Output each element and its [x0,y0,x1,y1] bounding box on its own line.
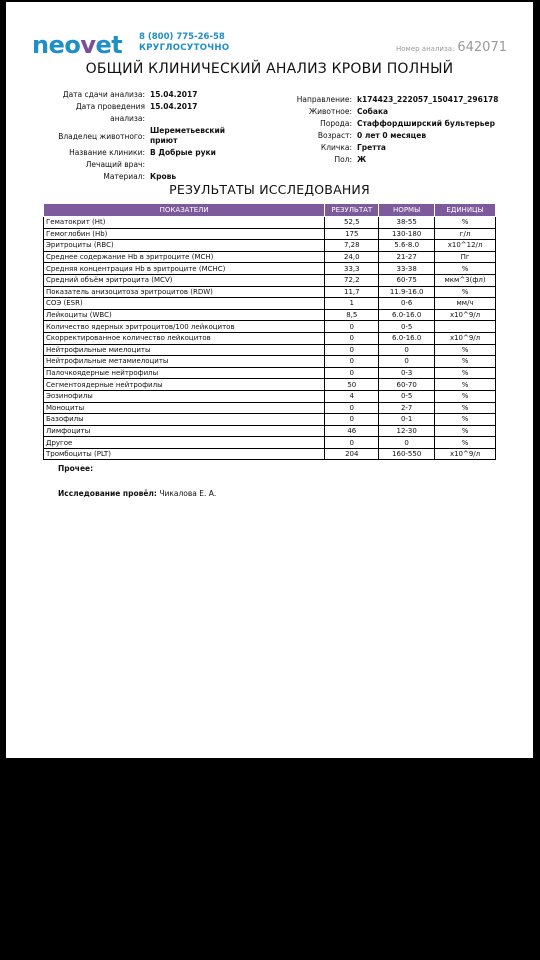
info-label: Животное: [309,107,352,116]
cell-indicator: Гемоглобин (Hb) [44,228,325,240]
cell-indicator: Сегментоядерные нейтрофилы [44,379,325,391]
cell-norm: 160-550 [379,448,435,460]
cell-unit: % [435,425,496,437]
cell-norm: 60-70 [379,379,435,391]
cell-norm: 21-27 [379,251,435,263]
cell-indicator: Количество ядерных эритроцитов/100 лейкоцитов [44,321,325,333]
table-row [44,274,496,286]
cell-norm: 130-180 [379,228,435,240]
info-value: Стаффордширский бультерьер [357,119,495,128]
info-row-age [296,130,498,142]
info-label: Дата проведения анализа: [75,102,145,123]
cell-indicator: СОЭ (ESR) [44,298,325,310]
cell-unit: % [435,390,496,402]
table-row [44,228,496,240]
cell-indicator: Моноциты [44,402,325,414]
cell-unit: % [435,356,496,368]
info-row-submit-date [42,89,250,101]
right-info-block [296,94,498,166]
table-row [44,286,496,298]
cell-indicator: Гематокрит (Ht) [44,217,325,229]
info-value: В Добрые руки [150,148,216,157]
cell-norm: 6.0-16.0 [379,332,435,344]
table-row [44,309,496,321]
cell-indicator: Среднее содержание Hb в эритроците (MCH) [44,251,325,263]
info-row-analysis-date [42,101,250,125]
cell-indicator: Показатель анизоцитоза эритроцитов (RDW) [44,286,325,298]
cell-indicator: Лимфоциты [44,425,325,437]
info-label: Направление: [296,95,352,104]
cell-unit: % [435,263,496,275]
analysis-number-label: Номер анализа: [396,45,455,53]
info-row-doctor [42,159,250,171]
info-label: Материал: [103,172,145,181]
cell-unit: х10^9/л [435,309,496,321]
cell-indicator: Средняя концентрация Hb в эритроците (MCHC) [44,263,325,275]
info-label: Кличка: [320,143,352,152]
cell-result: 0 [325,437,379,449]
cell-result: 0 [325,332,379,344]
info-label: Дата сдачи анализа: [62,90,145,99]
cell-unit: % [435,344,496,356]
info-value: Собака [357,107,389,116]
column-header-result: РЕЗУЛЬТАТ [325,204,379,217]
column-header-units: ЕДИНИЦЫ [435,204,496,217]
cell-result: 1 [325,298,379,310]
cell-norm: 0 [379,344,435,356]
cell-unit: % [435,286,496,298]
info-value: Кровь [150,172,177,181]
cell-result: 24,0 [325,251,379,263]
cell-unit: мм/ч [435,298,496,310]
info-row-animal [296,106,498,118]
phone-number: 8 (800) 775-26-58 [139,32,225,42]
info-row-sex [296,154,498,166]
info-label: Возраст: [317,131,352,140]
cell-norm: 5.6-8.0 [379,240,435,252]
left-info-block [42,89,250,183]
cell-unit: х10^9/л [435,332,496,344]
table-row [44,437,496,449]
table-row [44,402,496,414]
cell-unit: мкм^3(фл) [435,274,496,286]
info-value: 15.04.2017 [150,102,198,111]
results-table [43,203,496,460]
info-label: Порода: [320,119,352,128]
table-row [44,367,496,379]
cell-unit: % [435,402,496,414]
cell-norm: 60-75 [379,274,435,286]
cell-result: 72,2 [325,274,379,286]
cell-result: 46 [325,425,379,437]
cell-unit [435,321,496,333]
cell-norm: 6.0-16.0 [379,309,435,321]
info-row-clinic [42,147,250,159]
cell-unit: Пг [435,251,496,263]
cell-result: 0 [325,367,379,379]
cell-norm: 0 [379,356,435,368]
table-row [44,390,496,402]
cell-result: 204 [325,448,379,460]
cell-norm: 0-5 [379,321,435,333]
neovet-logo: neovet [32,31,123,59]
table-row [44,356,496,368]
table-header-row [44,204,496,217]
cell-unit: % [435,217,496,229]
results-table-body [44,217,496,460]
cell-indicator: Базофилы [44,414,325,426]
cell-unit: х10^9/л [435,448,496,460]
column-header-norms: НОРМЫ [379,204,435,217]
table-row [44,332,496,344]
info-value: k174423_222057_150417_296178 [357,95,499,104]
cell-norm: 0 [379,437,435,449]
cell-norm: 12-30 [379,425,435,437]
info-label: Владелец животного: [58,132,145,141]
cell-norm: 0-1 [379,414,435,426]
other-label: Прочее: [58,464,94,473]
cell-result: 0 [325,356,379,368]
cell-norm: 33-38 [379,263,435,275]
other-notes [58,464,93,473]
info-row-referral [296,94,498,106]
cell-result: 52,5 [325,217,379,229]
analysis-number-block [396,36,507,55]
cell-norm: 38-55 [379,217,435,229]
cell-norm: 2-7 [379,402,435,414]
cell-indicator: Нейтрофильные метамиелоциты [44,356,325,368]
table-row [44,251,496,263]
cell-indicator: Лейкоциты (WBC) [44,309,325,321]
table-row [44,379,496,391]
cell-result: 7,28 [325,240,379,252]
cell-indicator: Нейтрофильные миелоциты [44,344,325,356]
table-row [44,263,496,275]
around-clock-label: КРУГЛОСУТОЧНО [139,43,230,53]
contact-block [139,32,229,53]
cell-unit: г/л [435,228,496,240]
cell-unit: % [435,414,496,426]
column-header-indicator: ПОКАЗАТЕЛИ [44,204,325,217]
cell-norm: 0-6 [379,298,435,310]
cell-result: 50 [325,379,379,391]
cell-unit: % [435,379,496,391]
table-row [44,448,496,460]
table-row [44,321,496,333]
cell-unit: % [435,367,496,379]
info-value: Ж [357,155,367,164]
table-row [44,414,496,426]
cell-norm: 0-5 [379,390,435,402]
performed-by-name: Чикалова Е. А. [159,489,217,498]
info-row-name [296,142,498,154]
info-row-owner [42,125,250,147]
cell-unit: х10^12/л [435,240,496,252]
info-row-breed [296,118,498,130]
info-value: Шереметьевский приют [150,126,225,145]
table-row [44,298,496,310]
table-row [44,425,496,437]
info-value: Гретта [357,143,386,152]
cell-result: 0 [325,321,379,333]
cell-result: 175 [325,228,379,240]
results-heading: РЕЗУЛЬТАТЫ ИССЛЕДОВАНИЯ [169,182,370,197]
cell-norm: 0-3 [379,367,435,379]
cell-indicator: Тромбоциты (PLT) [44,448,325,460]
cell-norm: 11.9-16.0 [379,286,435,298]
performed-by-label: Исследование провёл: [58,489,157,498]
info-label: Пол: [334,155,352,164]
info-label: Название клиники: [69,148,145,157]
cell-result: 33,3 [325,263,379,275]
cell-indicator: Скорректированное количество лейкоцитов [44,332,325,344]
performed-by-line [58,489,216,498]
table-row [44,344,496,356]
cell-indicator: Эозинофилы [44,390,325,402]
info-value [150,159,250,160]
cell-indicator: Эритроциты (RBC) [44,240,325,252]
cell-result: 11,7 [325,286,379,298]
info-label: Лечащий врач: [85,160,145,169]
cell-result: 8,5 [325,309,379,321]
table-row [44,217,496,229]
cell-result: 0 [325,344,379,356]
analysis-number: 642071 [457,40,507,55]
cell-unit: % [435,437,496,449]
cell-indicator: Палочкоядерные нейтрофилы [44,367,325,379]
info-value: 0 лет 0 месяцев [357,131,427,140]
document-title: ОБЩИЙ КЛИНИЧЕСКИЙ АНАЛИЗ КРОВИ ПОЛНЫЙ [85,61,454,77]
cell-indicator: Средний объём эритроцита (MCV) [44,274,325,286]
cell-result: 4 [325,390,379,402]
cell-result: 0 [325,402,379,414]
cell-result: 0 [325,414,379,426]
document-page [6,2,533,758]
cell-indicator: Другое [44,437,325,449]
table-row [44,240,496,252]
info-value: 15.04.2017 [150,90,198,99]
